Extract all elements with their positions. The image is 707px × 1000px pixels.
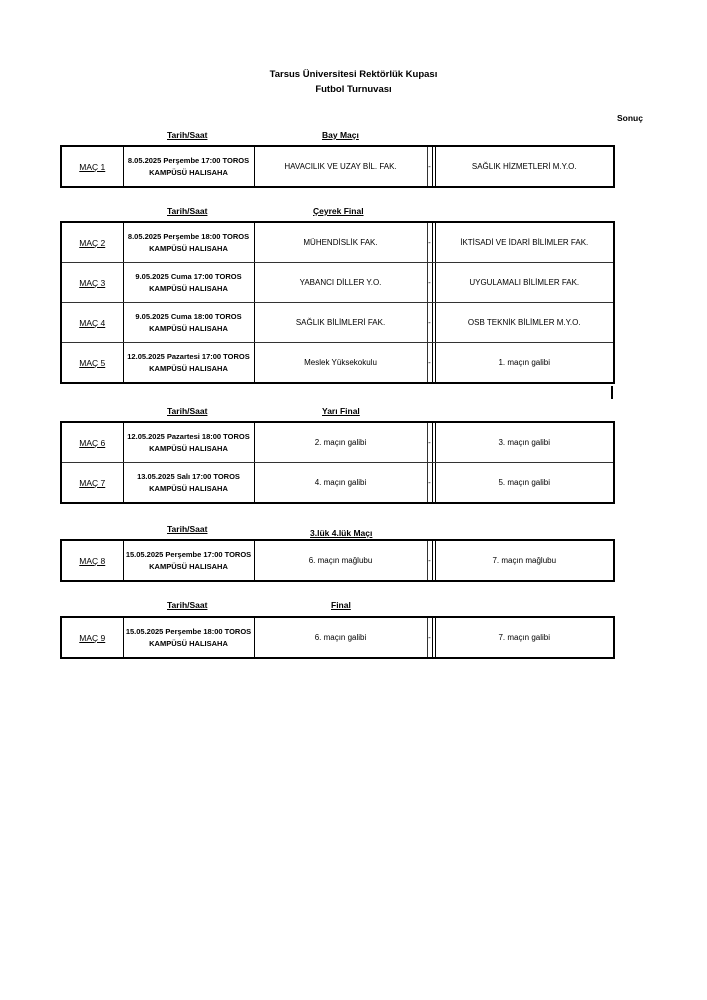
match-date: 9.05.2025 Cuma 17:00 TOROS KAMPÜSÜ HALISAHA [123, 263, 254, 303]
match-date: 9.05.2025 Cuma 18:00 TOROS KAMPÜSÜ HALISAHA [123, 303, 254, 343]
team-away: UYGULAMALI BİLİMLER FAK. [435, 263, 614, 303]
team-away: 7. maçın galibi [435, 617, 614, 658]
match-table [60, 221, 615, 384]
team-home: YABANCI DİLLER Y.O. [254, 263, 427, 303]
team-away: 3. maçın galibi [435, 422, 614, 463]
stage-header: Çeyrek Final [313, 206, 364, 216]
match-number: MAÇ 1 [61, 146, 123, 187]
match-number: MAÇ 8 [61, 540, 123, 581]
match-row [61, 222, 614, 263]
team-home: Meslek Yüksekokulu [254, 343, 427, 384]
match-row [61, 422, 614, 463]
match-date: 12.05.2025 Pazartesi 18:00 TOROS KAMPÜSÜ HALISAHA [123, 422, 254, 463]
vs-dash: - [427, 463, 432, 504]
vs-dash: - [427, 540, 432, 581]
match-date: 12.05.2025 Pazartesi 17:00 TOROS KAMPÜSÜ HALISAHA [123, 343, 254, 384]
match-table [60, 421, 615, 504]
tarih-saat-header: Tarih/Saat [167, 206, 208, 216]
vs-dash: - [427, 303, 432, 343]
vs-dash: - [427, 146, 432, 187]
vs-dash: - [427, 422, 432, 463]
match-row [61, 463, 614, 504]
match-table [60, 539, 615, 582]
tarih-saat-header: Tarih/Saat [167, 524, 208, 534]
vs-dash: - [427, 222, 432, 263]
vs-dash: - [427, 343, 432, 384]
tarih-saat-header: Tarih/Saat [167, 130, 208, 140]
team-away: İKTİSADİ VE İDARİ BİLİMLER FAK. [435, 222, 614, 263]
match-table [60, 145, 615, 188]
vs-dash: - [427, 263, 432, 303]
match-date: 15.05.2025 Perşembe 18:00 TOROS KAMPÜSÜ HALISAHA [123, 617, 254, 658]
match-number: MAÇ 3 [61, 263, 123, 303]
vs-dash: - [427, 617, 432, 658]
border-stub [611, 386, 613, 399]
stage-header: Final [331, 600, 351, 610]
team-away: 1. maçın galibi [435, 343, 614, 384]
tarih-saat-header: Tarih/Saat [167, 406, 208, 416]
match-date: 8.05.2025 Perşembe 17:00 TOROS KAMPÜSÜ HALISAHA [123, 146, 254, 187]
match-number: MAÇ 7 [61, 463, 123, 504]
team-home: 4. maçın galibi [254, 463, 427, 504]
team-home: 2. maçın galibi [254, 422, 427, 463]
match-row [61, 540, 614, 581]
match-row [61, 617, 614, 658]
team-home: HAVACILIK VE UZAY BİL. FAK. [254, 146, 427, 187]
team-home: 6. maçın mağlubu [254, 540, 427, 581]
stage-header: Bay Maçı [322, 130, 359, 140]
match-date: 15.05.2025 Perşembe 17:00 TOROS KAMPÜSÜ HALISAHA [123, 540, 254, 581]
title-line-2: Futbol Turnuvası [315, 84, 392, 95]
match-date: 13.05.2025 Salı 17:00 TOROS KAMPÜSÜ HALISAHA [123, 463, 254, 504]
match-number: MAÇ 6 [61, 422, 123, 463]
stage-header: Yarı Final [322, 406, 360, 416]
team-home: SAĞLIK BİLİMLERİ FAK. [254, 303, 427, 343]
sonuc-label: Sonuç [617, 113, 643, 123]
match-row [61, 263, 614, 303]
match-number: MAÇ 9 [61, 617, 123, 658]
title-line-1: Tarsus Üniversitesi Rektörlük Kupası [269, 69, 438, 80]
stage-header: 3.lük 4.lük Maçı [310, 528, 373, 538]
match-date: 8.05.2025 Perşembe 18:00 TOROS KAMPÜSÜ HALISAHA [123, 222, 254, 263]
team-away: OSB TEKNİK BİLİMLER M.Y.O. [435, 303, 614, 343]
match-table [60, 616, 615, 659]
match-number: MAÇ 2 [61, 222, 123, 263]
team-away: 5. maçın galibi [435, 463, 614, 504]
match-row [61, 343, 614, 384]
match-number: MAÇ 4 [61, 303, 123, 343]
team-home: MÜHENDİSLİK FAK. [254, 222, 427, 263]
team-away: SAĞLIK HİZMETLERİ M.Y.O. [435, 146, 614, 187]
tarih-saat-header: Tarih/Saat [167, 600, 208, 610]
match-row [61, 303, 614, 343]
match-row [61, 146, 614, 187]
team-home: 6. maçın galibi [254, 617, 427, 658]
match-number: MAÇ 5 [61, 343, 123, 384]
team-away: 7. maçın mağlubu [435, 540, 614, 581]
